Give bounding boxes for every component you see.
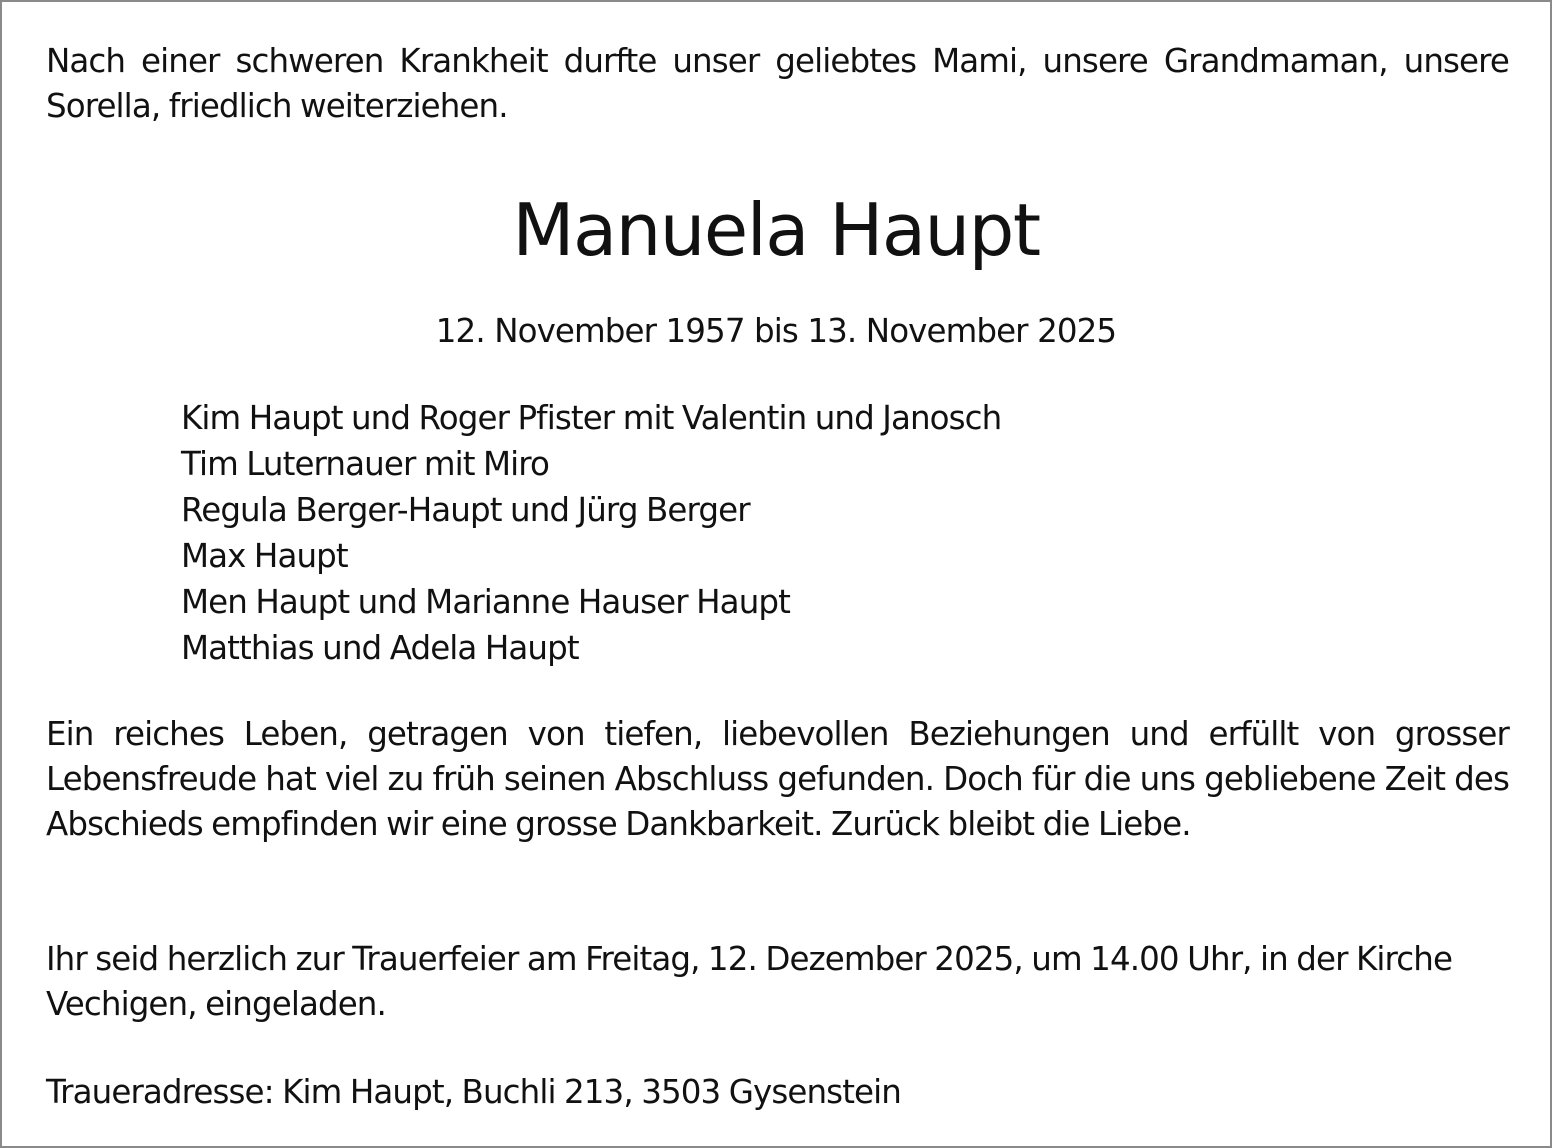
mourner-entry: Tim Luternauer mit Miro [181, 445, 549, 483]
deceased-name: Manuela Haupt [512, 188, 1040, 272]
mourner-entry: Matthias und Adela Haupt [181, 629, 579, 667]
mourner-entry: Regula Berger-Haupt und Jürg Berger [181, 491, 750, 529]
mourner-entry: Kim Haupt und Roger Pfister mit Valentin und Janosch [181, 399, 1002, 437]
funeral-invitation: Ihr seid herzlich zur Trauerfeier am Freitag, 12. Dezember 2025, um 14.00 Uhr, in der Kirche Vechigen, eingeladen. [46, 940, 1453, 1023]
mourner-entry: Max Haupt [181, 537, 348, 575]
mourning-address: Traueradresse: Kim Haupt, Buchli 213, 3503 Gysenstein [46, 1073, 901, 1111]
life-dates: 12. November 1957 bis 13. November 2025 [435, 312, 1117, 350]
mourners-list [181, 395, 1001, 671]
intro-paragraph: Nach einer schweren Krankheit durfte unser geliebtes Mami, unsere Grandmaman, unsere Sorella, friedlich weiterziehen. [46, 42, 1509, 125]
mourner-entry: Men Haupt und Marianne Hauser Haupt [181, 583, 790, 621]
tribute-paragraph: Ein reiches Leben, getragen von tiefen, liebevollen Beziehungen und erfüllt von grosser Lebensfreude hat viel zu früh seinen Abschluss gefunden. Doch für die uns gebliebene Zeit des Abschieds empfinden wir eine grosse Dankbarkeit. Zurück bleibt die Liebe. [46, 715, 1509, 843]
